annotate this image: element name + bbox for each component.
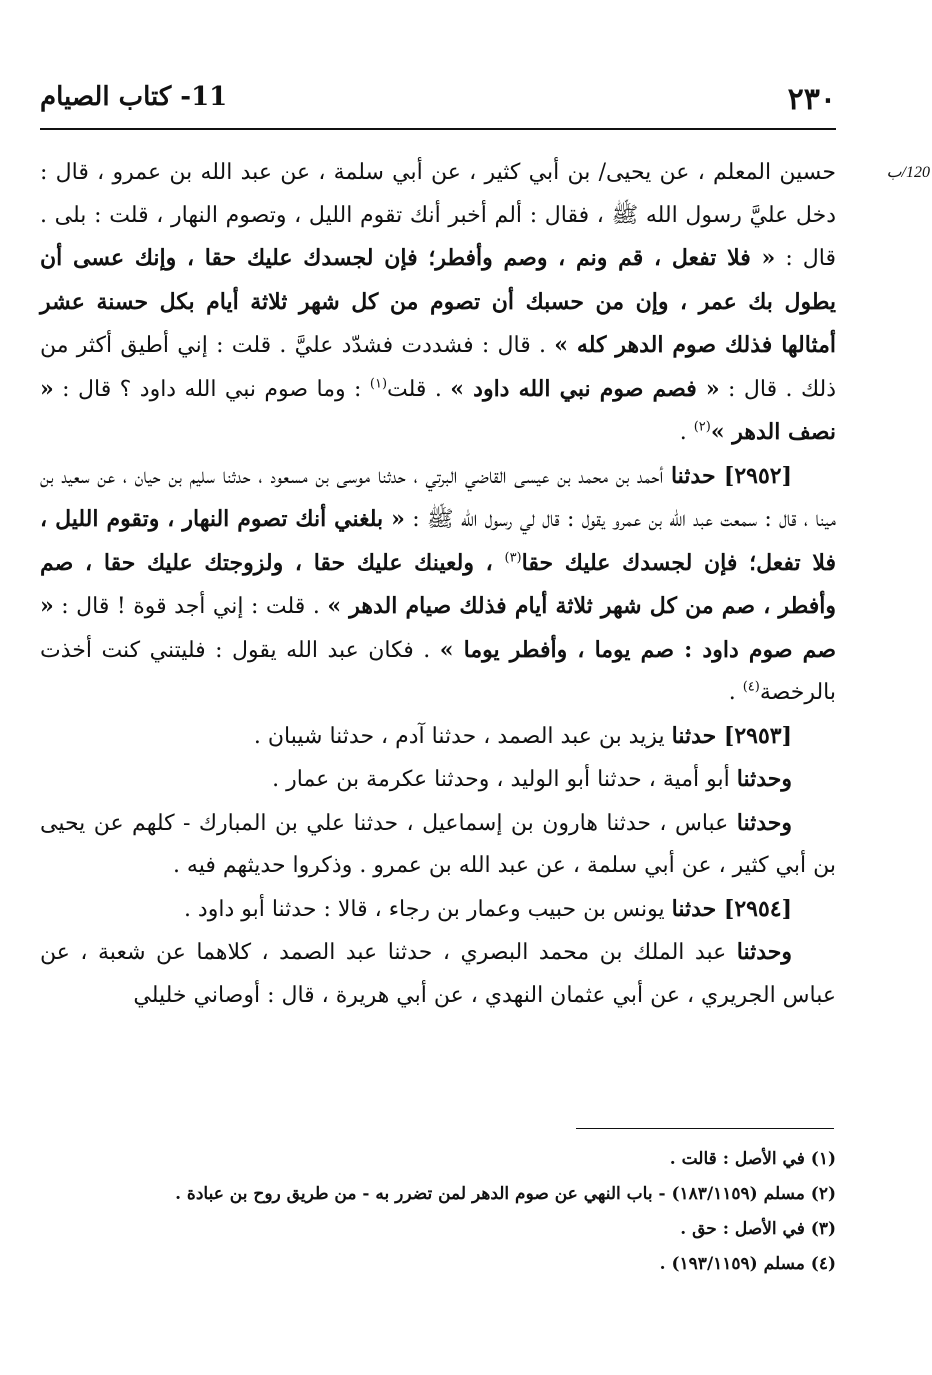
text-segment: : وما صوم نبي الله داود ؟ قال : — [53, 376, 370, 402]
text-segment: أحمد بن محمد بن عيسى القاضي البرتي ، حدثنا موسى بن مسعود ، حدثنا سليم بن حيان ، عن سعيد بن مينا ، قال : سمعت عبد الله بن عمرو يقول : قال لي رسول الله ﷺ : — [40, 463, 836, 532]
page-header — [40, 78, 836, 122]
main-text — [40, 152, 836, 1017]
footnote: (٣) في الأصل : حق . — [680, 1219, 836, 1239]
text-segment: حسين المعلم ، عن يحيى/ بن أبي كثير ، عن أبي سلمة ، عن عبد الله بن عمرو ، قال : دخل عليَّ رسول الله ﷺ ، فقال : ألم أخبر أنك تقوم الليل ، وتصوم النهار ، قلت : بلى . قال : — [40, 160, 837, 271]
bold-text: وحدثنا — [736, 766, 792, 792]
footnote: (٤) مسلم (١٩٣/١١٥٩) . — [659, 1254, 836, 1274]
footnote-marker: (٤) — [742, 679, 760, 695]
text-segment: . — [728, 680, 743, 705]
text-segment: . قال : فشددت فشدّد عليَّ . قلت : إني أطيق أكثر من ذلك . قال : — [40, 333, 837, 402]
bold-text: « صم صوم داود : صم يوما ، وأفطر يوما » — [40, 593, 837, 663]
book-title: 11- كتاب الصيام — [40, 82, 228, 112]
paragraph — [40, 931, 836, 1017]
text-segment: عبد الملك بن محمد البصري ، حدثنا عبد الصمد ، كلاهما عن شعبة ، عن عباس الجريري ، عن أبي عثمان النهدي ، عن أبي هريرة ، قال : أوصاني خليلي — [40, 940, 836, 1008]
page-number: ٢٣٠ — [787, 82, 836, 117]
footnote-rule — [576, 1128, 834, 1129]
footnote-marker: (١) — [369, 376, 388, 392]
text-segment: أبو أمية ، حدثنا أبو الوليد ، وحدثنا عكرمة بن عمار . — [272, 767, 737, 792]
footnote-marker: (٢) — [693, 419, 711, 435]
bold-text: [٢٩٥٢] حدثنا — [670, 462, 792, 489]
text-segment: عباس ، حدثنا هارون بن إسماعيل ، حدثنا علي بن المبارك - كلهم عن يحيى بن أبي كثير ، عن أبي سلمة ، عن عبد الله بن عمرو . وذكروا حديثهم فيه . — [40, 810, 836, 878]
bold-text: « بلغني أنك تصوم النهار ، وتقوم الليل ، فلا تفعل؛ فإن لجسدك عليك حقا — [40, 506, 836, 576]
margin-reference: 120/ب — [886, 164, 930, 181]
bold-text: « فصم صوم نبي الله داود » — [450, 375, 720, 402]
text-segment: . قلت — [387, 376, 451, 402]
text-segment: . فكان عبد الله يقول : فليتني كنت أخذت بالرخصة — [40, 637, 836, 705]
bold-text: [٢٩٥٣] حدثنا — [671, 722, 792, 749]
paragraph — [40, 802, 836, 888]
footnote: (١) في الأصل : قالت . — [669, 1149, 836, 1169]
footnote: (٢) مسلم (١٨٣/١١٥٩) - باب النهي عن صوم الدهر لمن تضرر به - من طريق روح بن عبادة . — [175, 1184, 836, 1204]
header-rule — [40, 128, 836, 130]
text-segment: . قلت : إني أجد قوة ! قال : — [53, 594, 328, 619]
paragraph — [40, 455, 836, 715]
paragraph — [40, 715, 836, 759]
paragraph — [40, 152, 836, 455]
text-segment: . — [679, 420, 694, 445]
bold-text: « نصف الدهر » — [40, 375, 836, 445]
text-segment: يزيد بن عبد الصمد ، حدثنا آدم ، حدثنا شيبان . — [253, 723, 672, 749]
bold-text: « فلا تفعل ، قم ونم ، وصم وأفطر؛ فإن لجسدك عليك حقا ، وإنك عسى أن يطول بك عمر ، وإن من حسبك أن تصوم من كل شهر ثلاثة أيام بكل حسنة عشر أمثالها فذلك صوم الدهر كله » — [40, 245, 836, 358]
paragraph — [40, 758, 836, 802]
footnote-marker: (٣) — [504, 550, 522, 566]
bold-text: وحدثنا — [736, 939, 792, 965]
text-segment: يونس بن حبيب وعمار بن رجاء ، قالا : حدثنا أبو داود . — [183, 896, 672, 922]
paragraph — [40, 888, 836, 932]
bold-text: وحدثنا — [736, 809, 792, 836]
bold-text: ، ولعينك عليك حقا ، ولزوجتك عليك حقا ، صم وأفطر ، صم من كل شهر ثلاثة أيام فذلك صيام الدهر » — [40, 549, 836, 619]
footnotes — [40, 1142, 836, 1282]
bold-text: [٢٩٥٤] حدثنا — [671, 895, 792, 922]
